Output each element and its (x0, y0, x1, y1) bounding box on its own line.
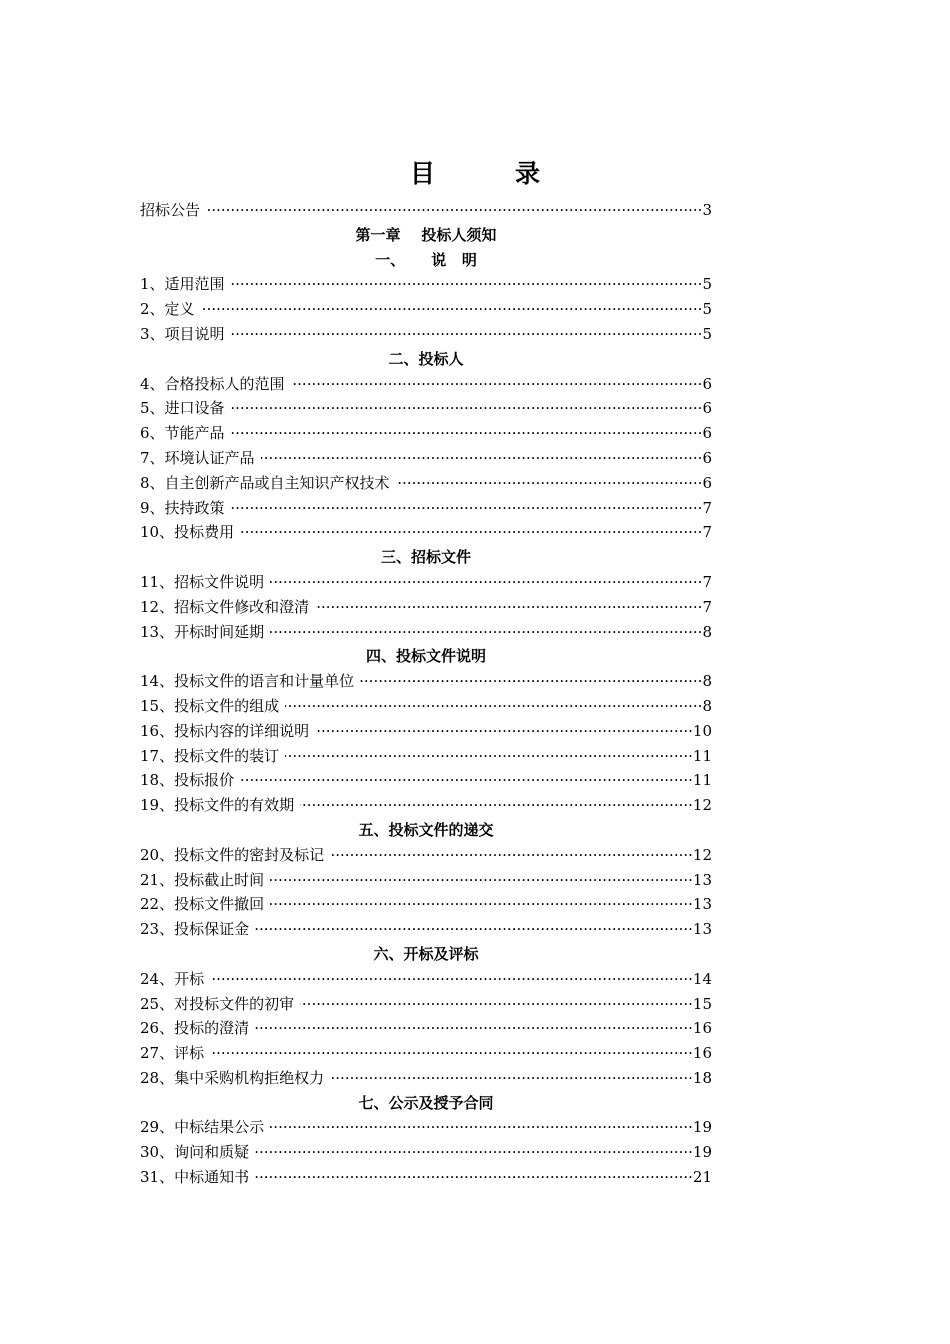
dot-leader (315, 719, 693, 744)
toc-entry[interactable] (140, 272, 712, 297)
toc-entry[interactable] (140, 595, 712, 620)
toc-entry-page: 12 (692, 845, 712, 864)
toc-entry-page: 19 (692, 1143, 712, 1162)
toc-title-right: 录 (515, 159, 541, 188)
dot-leader (255, 1016, 693, 1041)
toc-entry-page: 5 (702, 300, 712, 319)
dot-leader (261, 446, 703, 471)
section-heading: 六、开标及评标 (373, 944, 479, 963)
toc-title (0, 154, 950, 194)
toc-entry-label: 25、对投标文件的初审 (140, 994, 295, 1013)
toc-entry-page: 14 (692, 969, 712, 988)
dot-leader (206, 198, 702, 223)
toc-entry-page: 11 (692, 746, 712, 765)
toc-entry-page: 6 (702, 473, 712, 492)
section-heading: 二、投标人 (388, 349, 464, 368)
dot-leader (240, 520, 702, 545)
toc-entry-page: 6 (702, 399, 712, 418)
toc-entry-label: 23、投标保证金 (140, 920, 250, 939)
toc-entry-label: 20、投标文件的密封及标记 (140, 845, 325, 864)
toc-entry-label: 9、扶持政策 (140, 498, 225, 517)
toc-entry[interactable] (140, 967, 712, 992)
toc-entry[interactable] (140, 322, 712, 347)
toc-entry[interactable] (140, 297, 712, 322)
toc-entry[interactable] (140, 520, 712, 545)
toc-entry[interactable] (140, 1041, 712, 1066)
toc-entry-page: 8 (702, 672, 712, 691)
toc-entry-label: 30、询问和质疑 (140, 1143, 250, 1162)
toc-entry-label: 招标公告 (140, 201, 201, 219)
dot-leader (270, 620, 702, 645)
dot-leader (330, 1066, 693, 1091)
toc-entry-label: 3、项目说明 (140, 324, 225, 343)
toc-entry-label: 13、开标时间延期 (140, 622, 265, 641)
dot-leader (270, 1115, 693, 1140)
toc-entry[interactable] (140, 694, 712, 719)
dot-leader (360, 669, 702, 694)
toc-entry-label: 29、中标结果公示 (140, 1118, 265, 1137)
toc-entry[interactable] (140, 1140, 712, 1165)
toc-entry-page: 8 (702, 696, 712, 715)
toc-entry[interactable] (140, 1066, 712, 1091)
dot-leader (291, 372, 703, 397)
toc-entry-label: 7、环境认证产品 (140, 448, 255, 467)
dot-leader (396, 471, 703, 496)
toc-entry[interactable] (140, 892, 712, 917)
toc-entry-label: 5、进口设备 (140, 399, 225, 418)
toc-entry-label: 4、合格投标人的范围 (140, 374, 285, 393)
toc-entry-label: 22、投标文件撤回 (140, 895, 265, 914)
toc-entry-label: 19、投标文件的有效期 (140, 796, 295, 815)
dot-leader (255, 917, 693, 942)
toc-entry-page: 6 (702, 448, 712, 467)
dot-leader (231, 396, 703, 421)
toc-entry[interactable] (140, 421, 712, 446)
toc-entry-label: 24、开标 (140, 969, 205, 988)
toc-entry-page: 10 (692, 721, 712, 740)
toc-entry-label: 2、定义 (140, 300, 195, 319)
toc-entry[interactable] (140, 496, 712, 521)
toc-entry-label: 8、自主创新产品或自主知识产权技术 (140, 473, 390, 492)
toc-entry[interactable] (140, 1016, 712, 1041)
toc-entry[interactable] (140, 868, 712, 893)
toc-entry[interactable] (140, 620, 712, 645)
toc-entry-label: 15、投标文件的组成 (140, 696, 280, 715)
dot-leader (270, 570, 702, 595)
toc-entry-page: 11 (692, 771, 712, 790)
toc-entry-page: 6 (702, 424, 712, 443)
dot-leader (300, 992, 693, 1017)
dot-leader (285, 744, 693, 769)
toc-entry[interactable] (140, 1115, 712, 1140)
toc-entry-label: 18、投标报价 (140, 771, 235, 790)
toc-entry-page: 13 (692, 870, 712, 889)
toc-entry[interactable] (140, 719, 712, 744)
toc-entry-page: 15 (692, 994, 712, 1013)
section-heading: 三、招标文件 (380, 548, 471, 567)
toc-entry[interactable] (140, 768, 712, 793)
toc-entry-label: 17、投标文件的装订 (140, 746, 280, 765)
dot-leader (315, 595, 702, 620)
toc-entry-label: 26、投标的澄清 (140, 1019, 250, 1038)
table-of-contents (140, 198, 712, 1190)
dot-leader (330, 843, 693, 868)
dot-leader (210, 1041, 693, 1066)
toc-entry[interactable] (140, 992, 712, 1017)
toc-entry-label: 21、投标截止时间 (140, 870, 265, 889)
toc-entry-label: 16、投标内容的详细说明 (140, 721, 310, 740)
toc-entry-page: 13 (692, 895, 712, 914)
toc-entry[interactable] (140, 471, 712, 496)
toc-entry-page: 7 (702, 498, 712, 517)
dot-leader (231, 272, 703, 297)
toc-entry-label: 11、招标文件说明 (140, 572, 265, 591)
toc-entry-page: 8 (702, 622, 712, 641)
section-heading: 一、 说 明 (375, 250, 477, 269)
toc-entry-page: 7 (702, 597, 712, 616)
dot-leader (231, 322, 703, 347)
dot-leader (201, 297, 703, 322)
dot-leader (210, 967, 693, 992)
toc-entry-intro[interactable] (140, 198, 712, 223)
toc-entry-page: 19 (692, 1118, 712, 1137)
toc-entry-page: 16 (692, 1044, 712, 1063)
dot-leader (270, 868, 693, 893)
toc-entry-label: 1、适用范围 (140, 275, 225, 294)
toc-entry-label: 27、评标 (140, 1044, 205, 1063)
toc-entry-label: 10、投标费用 (140, 523, 235, 542)
dot-leader (240, 768, 693, 793)
dot-leader (231, 496, 703, 521)
toc-entry[interactable] (140, 843, 712, 868)
toc-entry-page: 5 (702, 275, 712, 294)
toc-entry-label: 28、集中采购机构拒绝权力 (140, 1068, 325, 1087)
toc-entry-page: 12 (692, 796, 712, 815)
toc-entry[interactable] (140, 570, 712, 595)
toc-entry[interactable] (140, 669, 712, 694)
toc-entry-page: 7 (702, 523, 712, 542)
dot-leader (285, 694, 702, 719)
toc-entry[interactable] (140, 372, 712, 397)
toc-entry[interactable] (140, 793, 712, 818)
toc-entry-page: 13 (692, 920, 712, 939)
toc-entry[interactable] (140, 744, 712, 769)
chapter-heading: 第一章 投标人须知 (355, 225, 497, 244)
toc-entry-page: 7 (702, 572, 712, 591)
toc-entry-page: 5 (702, 324, 712, 343)
toc-sections (140, 248, 712, 1190)
dot-leader (255, 1165, 693, 1190)
toc-entry-label: 14、投标文件的语言和计量单位 (140, 672, 355, 691)
toc-entry-page: 21 (692, 1168, 712, 1187)
dot-leader (270, 892, 693, 917)
toc-entry-label: 31、中标通知书 (140, 1168, 250, 1187)
dot-leader (300, 793, 693, 818)
toc-entry[interactable] (140, 446, 712, 471)
dot-leader (231, 421, 703, 446)
toc-entry[interactable] (140, 1165, 712, 1190)
toc-entry[interactable] (140, 917, 712, 942)
toc-entry-page: 3 (702, 201, 712, 219)
dot-leader (255, 1140, 693, 1165)
toc-title-left: 目 (409, 159, 435, 188)
section-heading: 五、投标文件的递交 (358, 820, 494, 839)
section-heading: 四、投标文件说明 (365, 647, 486, 666)
toc-entry-page: 18 (692, 1068, 712, 1087)
toc-entry-label: 6、节能产品 (140, 424, 225, 443)
toc-entry[interactable] (140, 396, 712, 421)
toc-entry-label: 12、招标文件修改和澄清 (140, 597, 310, 616)
toc-entry-page: 16 (692, 1019, 712, 1038)
toc-entry-page: 6 (702, 374, 712, 393)
section-heading: 七、公示及授予合同 (358, 1093, 494, 1112)
